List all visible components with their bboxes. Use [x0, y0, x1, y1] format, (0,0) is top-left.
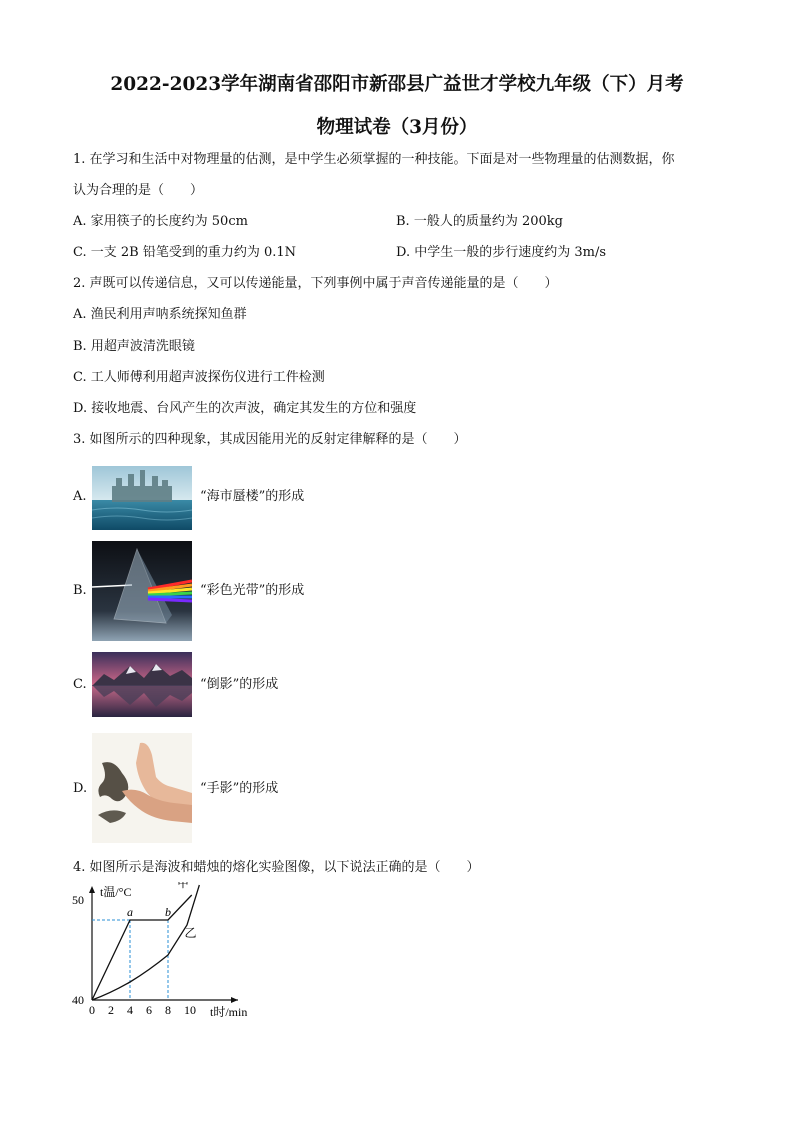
q2-option-c: C. 工人师傅利用超声波探伤仪进行工件检测	[73, 370, 325, 385]
x-tick-label: 6	[146, 1003, 152, 1017]
point-label-a: a	[127, 905, 133, 919]
series-yi-line	[92, 885, 199, 1000]
x-tick-label: 4	[127, 1003, 133, 1017]
series-jia-label: 甲	[177, 882, 190, 890]
q1-option-d: D. 中学生一般的步行速度约为 3m/s	[396, 245, 607, 260]
q2-option-d: D. 接收地震、台风产生的次声波，确定其发生的方位和强度	[73, 401, 417, 416]
q1-stem-line1: 1. 在学习和生活中对物理量的估测，是中学生必须掌握的一种技能。下面是对一些物理量的估测数据，你	[73, 152, 675, 167]
q1-option-a: A. 家用筷子的长度约为 50cm	[73, 214, 248, 229]
q3-option-a-label: A.	[73, 489, 87, 504]
q3-option-c-caption: “倒影”的形成	[200, 677, 279, 692]
x-axis-arrow	[231, 997, 238, 1003]
x-tick-label: 0	[89, 1003, 95, 1017]
q1-option-b: B. 一般人的质量约为 200kg	[396, 214, 563, 229]
prism-image	[92, 541, 192, 641]
series-yi-label: 乙	[184, 926, 197, 940]
x-axis-label: t时/min	[210, 1005, 248, 1019]
point-label-b: b	[165, 905, 171, 919]
exam-title-line2: 物理试卷（3月份）	[316, 117, 478, 138]
exam-title-line1: 2022-2023学年湖南省邵阳市新邵县广益世才学校九年级（下）月考	[110, 74, 684, 95]
y-tick-label: 40	[72, 993, 84, 1007]
x-tick-label: 2	[108, 1003, 114, 1017]
q3-option-b-caption: “彩色光带”的形成	[200, 583, 305, 598]
melting-chart	[70, 882, 260, 1024]
series-jia-line	[92, 895, 192, 1000]
q1-option-c: C. 一支 2B 铅笔受到的重力约为 0.1N	[73, 245, 297, 260]
q3-option-c-label: C.	[73, 677, 87, 692]
y-axis-label: t温/°C	[100, 885, 132, 899]
q3-option-d-label: D.	[73, 781, 88, 796]
q1-stem-line2: 认为合理的是（ ）	[73, 183, 204, 198]
mirage-image	[92, 466, 192, 530]
q4-stem: 4. 如图所示是海波和蜡烛的熔化实验图像，以下说法正确的是（ ）	[73, 860, 480, 875]
q3-option-a-caption: “海市蜃楼”的形成	[200, 489, 305, 504]
hand-shadow-image	[92, 733, 192, 843]
x-tick-label: 8	[165, 1003, 171, 1017]
q2-option-b: B. 用超声波清洗眼镜	[73, 339, 195, 354]
q2-stem: 2. 声既可以传递信息，又可以传递能量，下列事例中属于声音传递能量的是（ ）	[73, 276, 558, 291]
x-tick-label: 10	[184, 1003, 196, 1017]
q3-option-d-caption: “手影”的形成	[200, 781, 279, 796]
y-axis-arrow	[89, 886, 95, 893]
y-tick-label: 50	[72, 893, 84, 907]
q2-option-a: A. 渔民利用声呐系统探知鱼群	[73, 307, 247, 322]
q3-stem: 3. 如图所示的四种现象，其成因能用光的反射定律解释的是（ ）	[73, 432, 467, 447]
reflection-image	[92, 652, 192, 717]
q3-option-b-label: B.	[73, 583, 87, 598]
